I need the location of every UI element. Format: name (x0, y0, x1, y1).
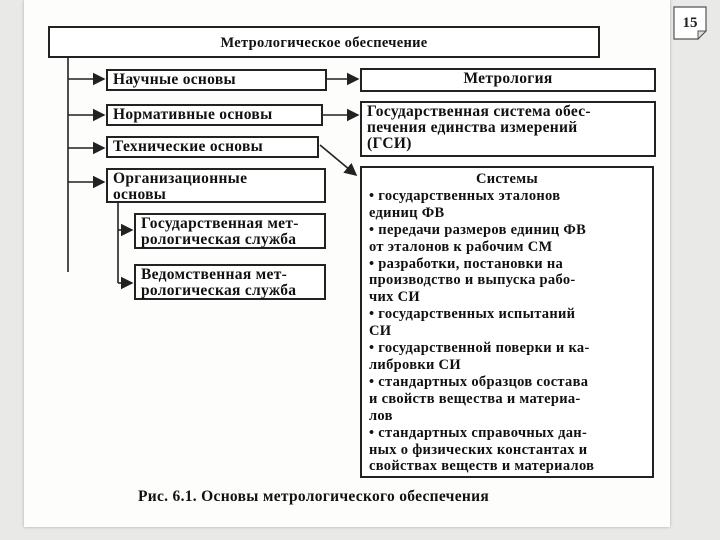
systems-line: • разработки, постановки на (369, 255, 564, 272)
systems-line: свойствах веществ и материалов (369, 458, 595, 475)
systems-line: чих СИ (369, 289, 420, 306)
state-service-box (134, 213, 326, 249)
systems-line: либровки СИ (369, 356, 461, 373)
systems-line: единиц ФВ (369, 204, 445, 221)
figure-caption: Рис. 6.1. Основы метрологического обеспечения (138, 488, 490, 505)
state-service-line-1: Государственная мет- (141, 215, 299, 232)
normative-basis-box: Нормативные основы (106, 104, 323, 126)
scientific-basis-box: Научные основы (106, 69, 327, 91)
systems-line: • передачи размеров единиц ФВ (369, 221, 587, 238)
systems-line: • государственных эталонов (369, 187, 561, 204)
systems-line: производство и выпуска рабо- (369, 272, 576, 289)
organizational-basis-box (106, 168, 326, 203)
systems-line: • государственной поверки и ка- (369, 340, 590, 357)
systems-line: лов (369, 407, 393, 424)
gsi-line-2: печения единства измерений (367, 119, 578, 136)
state-service-line-2: рологическая служба (141, 231, 297, 248)
organizational-line-1: Организационные (113, 170, 248, 187)
dept-service-line-2: рологическая служба (141, 282, 297, 299)
gsi-box (360, 101, 656, 157)
systems-line: • стандартных образцов состава (369, 373, 589, 390)
systems-line: от эталонов к рабочим СМ (369, 238, 553, 255)
metrology-box: Метрология (360, 68, 656, 92)
systems-line: ных о физических константах и (369, 441, 588, 458)
systems-line: • государственных испытаний (369, 306, 576, 323)
dept-service-line-1: Ведомственная мет- (141, 266, 288, 283)
organizational-line-2: основы (113, 186, 167, 203)
systems-box (360, 166, 654, 478)
systems-line: СИ (369, 323, 392, 340)
dept-service-box (134, 264, 326, 300)
systems-line: и свойств вещества и материа- (369, 390, 581, 407)
technical-basis-box: Технические основы (106, 136, 319, 158)
systems-heading: Системы (475, 171, 539, 187)
page-number: 15 (682, 15, 698, 31)
gsi-line-1: Государственная система обес- (367, 103, 591, 120)
gsi-line-3: (ГСИ) (367, 135, 412, 152)
title-box: Метрологическое обеспечение (48, 26, 600, 58)
systems-line: • стандартных справочных дан- (369, 424, 588, 441)
